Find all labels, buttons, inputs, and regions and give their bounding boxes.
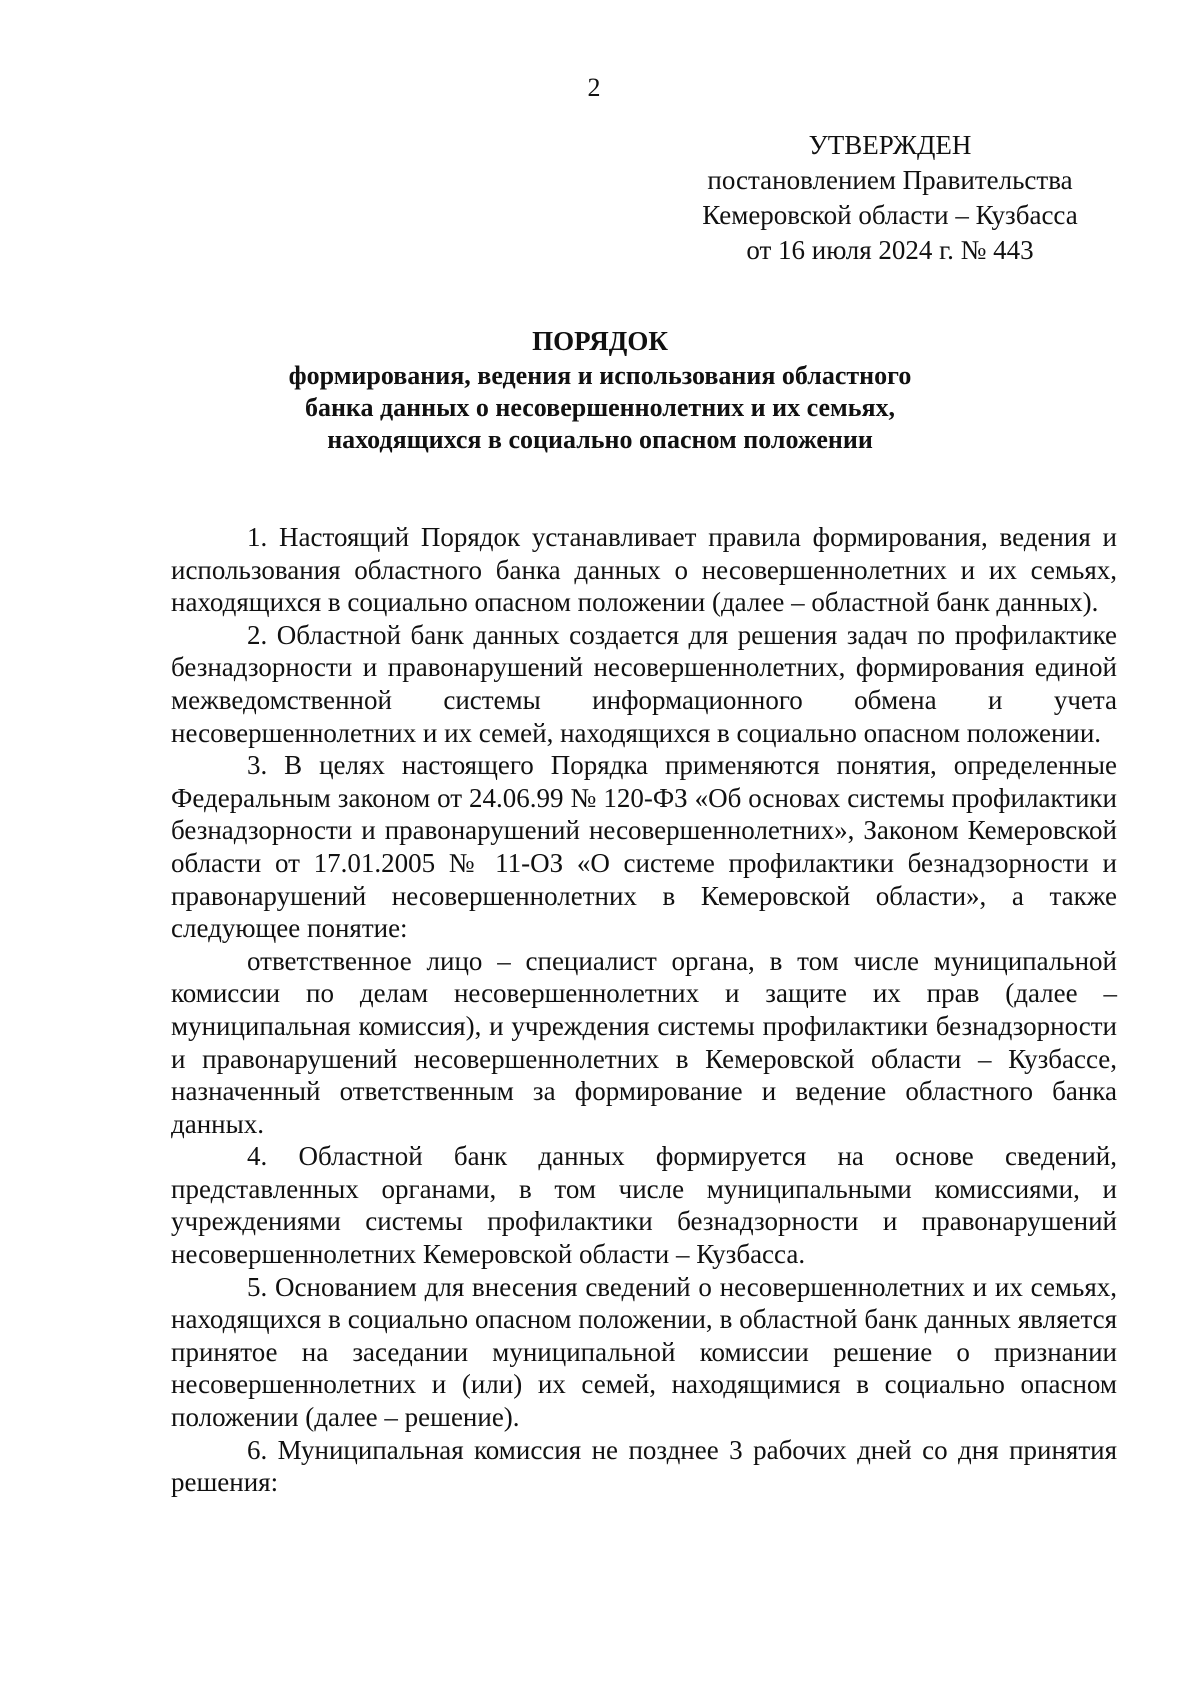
- paragraph-definition: ответственное лицо – специалист органа, в том числе муниципальной комиссии по делам несовершеннолетних и защите их прав (далее – муниципальная комиссия), и учреждения системы профилактики безнадзорности и правонарушений несовершеннолетних в Кемеровской области – Кузбассе, назначенный ответственным за формирование и ведение областного банка данных.: [171, 945, 1117, 1139]
- document-title: ПОРЯДОК: [532, 326, 668, 356]
- approval-date-number: от 16 июля 2024 г. № 443: [746, 235, 1034, 265]
- paragraph-3: 3. В целях настоящего Порядка применяются понятия, определенные Федеральным законом от 24.06.99 № 120-ФЗ «Об основах системы профилактики безнадзорности и правонарушений несовершеннолетних», Законом Кемеровской области от 17.01.2005 № 11-ОЗ «О системе профилактики безнадзорности и правонарушений несовершеннолетних в Кемеровской области», а также следующее понятие:: [171, 750, 1117, 944]
- paragraph-4: 4. Областной банк данных формируется на основе сведений, представленных органами, в том числе муниципальными комиссиями, и учреждениями системы профилактики безнадзорности и правонарушений несовершеннолетних Кемеровской области – Кузбасса.: [171, 1141, 1117, 1270]
- paragraph-5: 5. Основанием для внесения сведений о несовершеннолетних и их семьях, находящихся в социально опасном положении, в областной банк данных является принятое на заседании муниципальной комиссии решение о признании несовершеннолетних и (или) их семей, находящимися в социально опасном положении (далее – решение).: [171, 1271, 1117, 1433]
- approval-stamp: [650, 128, 1130, 268]
- page-number: 2: [587, 73, 601, 102]
- document-subtitle: [230, 360, 970, 456]
- approval-line: постановлением Правительства: [707, 165, 1073, 195]
- subtitle-line: банка данных о несовершеннолетних и их семьях,: [304, 393, 896, 422]
- subtitle-line: находящихся в социально опасном положении: [327, 425, 873, 454]
- paragraph-6: 6. Муниципальная комиссия не позднее 3 рабочих дней со дня принятия решения:: [171, 1434, 1117, 1498]
- approval-heading: УТВЕРЖДЕН: [808, 130, 972, 160]
- document-body: [171, 521, 1117, 1499]
- paragraph-2: 2. Областной банк данных создается для решения задач по профилактике безнадзорности и правонарушений несовершеннолетних, формирования единой межведомственной системы информационного обмена и учета несовершеннолетних и их семей, находящихся в социально опасном положении.: [171, 619, 1117, 748]
- paragraph-1: 1. Настоящий Порядок устанавливает правила формирования, ведения и использования областного банка данных о несовершеннолетних и их семьях, находящихся в социально опасном положении (далее – областной банк данных).: [171, 522, 1117, 618]
- subtitle-line: формирования, ведения и использования областного: [288, 361, 912, 390]
- approval-line: Кемеровской области – Кузбасса: [702, 200, 1078, 230]
